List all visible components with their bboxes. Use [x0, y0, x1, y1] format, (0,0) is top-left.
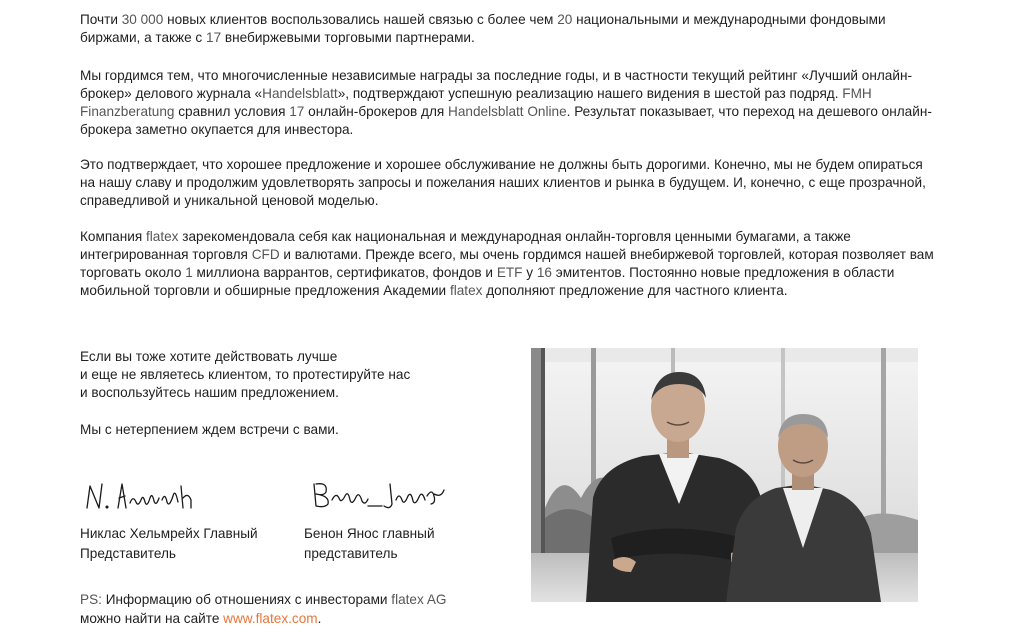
brand-name: Handelsblatt [262, 86, 338, 101]
number: 30 000 [121, 12, 164, 27]
executives-photo [531, 348, 918, 602]
text: », подтверждают успешную реализацию нашего видения в шестой раз подряд. [337, 86, 843, 101]
text: сравнил условия [174, 104, 290, 119]
invitation-line: Если вы тоже хотите действовать лучше [80, 349, 338, 364]
text: и валютами. Прежде всего, мы очень гордимся нашей внебиржевой торговлей, которая позволяет вам торговать около [80, 247, 934, 280]
brand-name: CFD [251, 247, 280, 262]
invitation-text [80, 348, 500, 402]
text: онлайн-брокеров для [304, 104, 449, 119]
brand-name: flatex [449, 283, 483, 298]
brand-name: flatex AG [391, 592, 447, 607]
number: 20 [557, 12, 573, 27]
paragraph-service [80, 156, 940, 210]
signer-name: Бенон Янос главный [304, 526, 435, 541]
ps-prefix: PS: [80, 592, 102, 607]
text: у [522, 265, 537, 280]
text: Мы гордимся тем, что многочисленные независимые награды за последние годы, и в частности текущий рейтинг «Лучший онлайн-брокер» делового журнала « [80, 68, 912, 101]
text: Информацию об отношениях с инвесторами [101, 592, 392, 607]
closing-line: Мы с нетерпением ждем встречи с вами. [80, 422, 339, 437]
text: эмитентов. Постоянно новые предложения в области мобильной торговли и обширные предложения Академии [80, 265, 895, 298]
signer-title: Представитель [80, 546, 176, 561]
text: дополняют предложение для частного клиента. [482, 283, 788, 298]
text: Почти [80, 12, 122, 27]
postscript-line [80, 590, 500, 609]
text: . Результат показывает, что переход на дешевого онлайн-брокера заметно окупается для инвестора. [80, 104, 932, 137]
signer-title: представитель [304, 546, 398, 561]
signature-janos [308, 478, 448, 514]
paragraph-company [80, 228, 940, 300]
number: 17 [289, 104, 305, 119]
text: Компания [80, 229, 146, 244]
invitation-line: и еще не являетесь клиентом, то протестируйте нас [80, 367, 411, 382]
number: 1 [185, 265, 193, 280]
postscript [80, 590, 500, 628]
signer-janos [304, 524, 504, 564]
text: новых клиентов воспользовались нашей связью с более чем [163, 12, 558, 27]
brand-name: FMH Finanzberatung [80, 86, 872, 119]
brand-name: flatex [145, 229, 179, 244]
text: . [317, 611, 322, 626]
brand-name: Handelsblatt Online [448, 104, 567, 119]
text: Это подтверждает, что хорошее предложение и хорошее обслуживание не должны быть дорогими. Конечно, мы не будем опираться на нашу славу и продолжим удовлетворять запросы и пожелания наших клиентов и рынка в будущем. И, конечно, с еще прозрачной, справедливой и уникальной ценовой моделью. [80, 157, 926, 208]
brand-name: ETF [496, 265, 523, 280]
text: внебиржевыми торговыми партнерами. [221, 30, 475, 45]
number: 17 [206, 30, 222, 45]
number: 16 [536, 265, 552, 280]
paragraph-clients [80, 11, 940, 47]
text: национальными и международными фондовыми биржами, а также с [80, 12, 886, 45]
flatex-website-link[interactable]: www.flatex.com [223, 611, 318, 626]
text: зарекомендовала себя как национальная и международная онлайн-торговля ценными бумагами, а также интегрированная торговля [80, 229, 851, 262]
signature-helmreich [84, 478, 204, 514]
invitation-line: и воспользуйтесь нашим предложением. [80, 385, 339, 400]
paragraph-awards [80, 67, 940, 139]
signer-name: Никлас Хельмрейх Главный [80, 526, 258, 541]
signer-helmreich [80, 524, 280, 564]
postscript-line [80, 609, 500, 628]
text: миллиона варрантов, сертификатов, фондов и [192, 265, 497, 280]
text: можно найти на сайте [80, 611, 224, 626]
